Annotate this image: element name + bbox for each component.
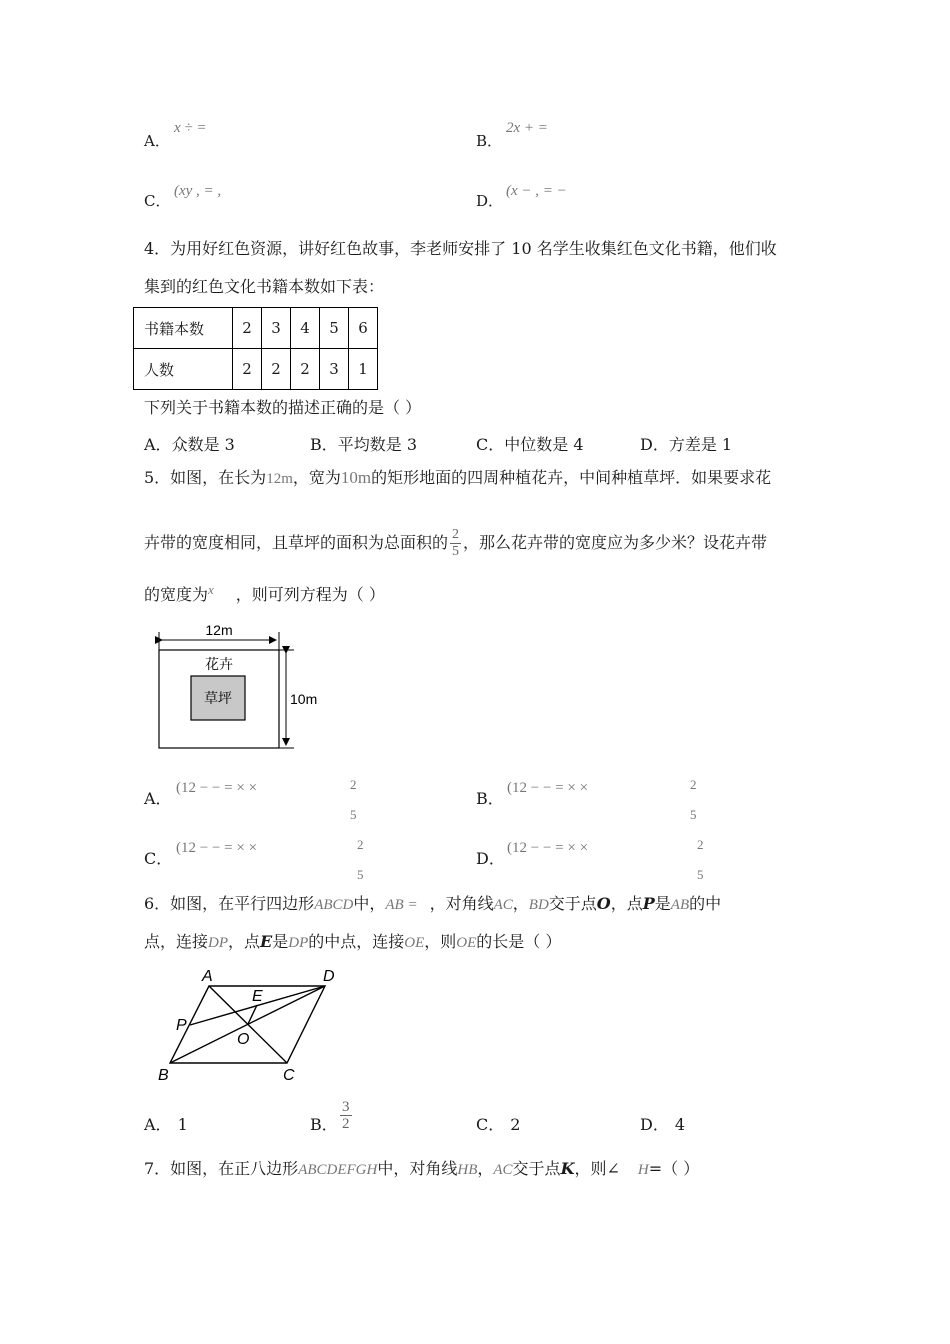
label-12m: 12m	[205, 622, 233, 638]
q4-text-line1: 4．为用好红色资源，讲好红色故事，李老师安排了 10 名学生收集红色文化书籍，他们收	[144, 239, 777, 258]
point-d: D	[323, 968, 335, 985]
q5-text-line2: 卉带的宽度相同，且草坪的面积为总面积的 $\frac{2}{5}$ ，那么花卉带的宽度应为多少米？设花卉带	[144, 527, 768, 559]
q5-text-line3: 的宽度为$^x$ ，则可列方程为（ ）	[144, 582, 385, 604]
q4-option-b: B．平均数是 3	[310, 435, 418, 454]
label-flowers: 花卉	[205, 656, 233, 672]
point-p: P	[176, 1017, 187, 1034]
book-count-table	[133, 307, 378, 390]
q3-option-b-expr: 2x + =	[506, 120, 548, 136]
q6-text-line1: 6．如图，在平行四边形ABCD中，AB = ，对角线AC，BD交于点O，点P是AB的中	[144, 894, 722, 913]
table-cell: 2	[233, 308, 262, 349]
label-lawn: 草坪	[204, 690, 232, 706]
q4-option-c: C．中位数是 4	[476, 435, 584, 454]
q3-option-d: D．	[476, 192, 504, 210]
garden-figure	[150, 620, 318, 755]
table-cell: 4	[291, 308, 320, 349]
q5-option-d: D．	[476, 849, 505, 868]
point-o: O	[237, 1031, 250, 1048]
q5-text-line1: 5．如图，在长为12m，宽为10m的矩形地面的四周种植花卉，中间种植草坪．如果要求花	[144, 468, 772, 487]
table-row	[134, 349, 378, 390]
q5-option-d-frac: 2 5	[697, 837, 704, 882]
table-cell: 2	[233, 349, 262, 390]
q5-option-c: C．	[144, 849, 173, 868]
q5-option-a-expr: (12 − − = × ×	[176, 780, 258, 796]
point-c: C	[283, 1067, 295, 1084]
q6-option-c: C． 2	[476, 1115, 521, 1134]
point-e: E	[252, 988, 263, 1005]
table-cell: 2	[262, 349, 291, 390]
table-cell: 3	[320, 349, 349, 390]
q4-question: 下列关于书籍本数的描述正确的是（ ）	[144, 398, 422, 417]
q5-option-c-frac: 2 5	[357, 837, 364, 882]
q5-option-b: B．	[476, 789, 504, 808]
table-row	[134, 308, 378, 349]
fraction-two-fifths: $\frac{2}{5}$	[452, 527, 460, 559]
q5-option-b-frac: 2 5	[690, 777, 697, 822]
q3-option-c: C．	[144, 192, 171, 210]
q5-option-a: A．	[144, 789, 172, 808]
q6-option-b-frac: $\frac{3}{2}$	[342, 1099, 350, 1132]
q4-text-line2: 集到的红色文化书籍本数如下表：	[144, 277, 385, 296]
point-a: A	[202, 968, 213, 985]
q5-option-c-expr: (12 − − = × ×	[176, 840, 258, 856]
table-cell: 5	[320, 308, 349, 349]
q5-option-d-expr: (12 − − = × ×	[507, 840, 589, 856]
q3-option-c-expr: (xy , = ,	[174, 183, 222, 199]
label-10m: 10m	[290, 691, 318, 707]
q6-option-a: A． 1	[144, 1115, 188, 1134]
table-header-people: 人数	[134, 349, 233, 390]
q6-text-line2: 点，连接DP，点E是DP的中点，连接OE，则OE的长是（ ）	[144, 932, 562, 951]
q4-option-d: D．方差是 1	[640, 435, 733, 454]
table-cell: 3	[262, 308, 291, 349]
table-cell: 2	[291, 349, 320, 390]
q3-option-a-expr: x ÷ =	[174, 120, 207, 136]
q6-option-b: B．	[310, 1115, 338, 1134]
q7-text: 7．如图，在正八边形ABCDEFGH中，对角线HB，AC交于点K，则∠ H=（ ）	[144, 1159, 700, 1178]
table-header-books: 书籍本数	[134, 308, 233, 349]
table-cell: 1	[349, 349, 378, 390]
q3-option-d-expr: (x − , = −	[506, 183, 567, 199]
q3-option-b: B．	[476, 132, 503, 150]
point-b: B	[158, 1067, 169, 1084]
q5-option-a-frac: 2 5	[350, 777, 357, 822]
table-cell: 6	[349, 308, 378, 349]
q3-option-a: A．	[144, 132, 170, 150]
q4-option-a: A．众数是 3	[144, 435, 235, 454]
q6-option-d: D． 4	[640, 1115, 686, 1134]
parallelogram-figure	[155, 966, 345, 1086]
q5-option-b-expr: (12 − − = × ×	[507, 780, 589, 796]
